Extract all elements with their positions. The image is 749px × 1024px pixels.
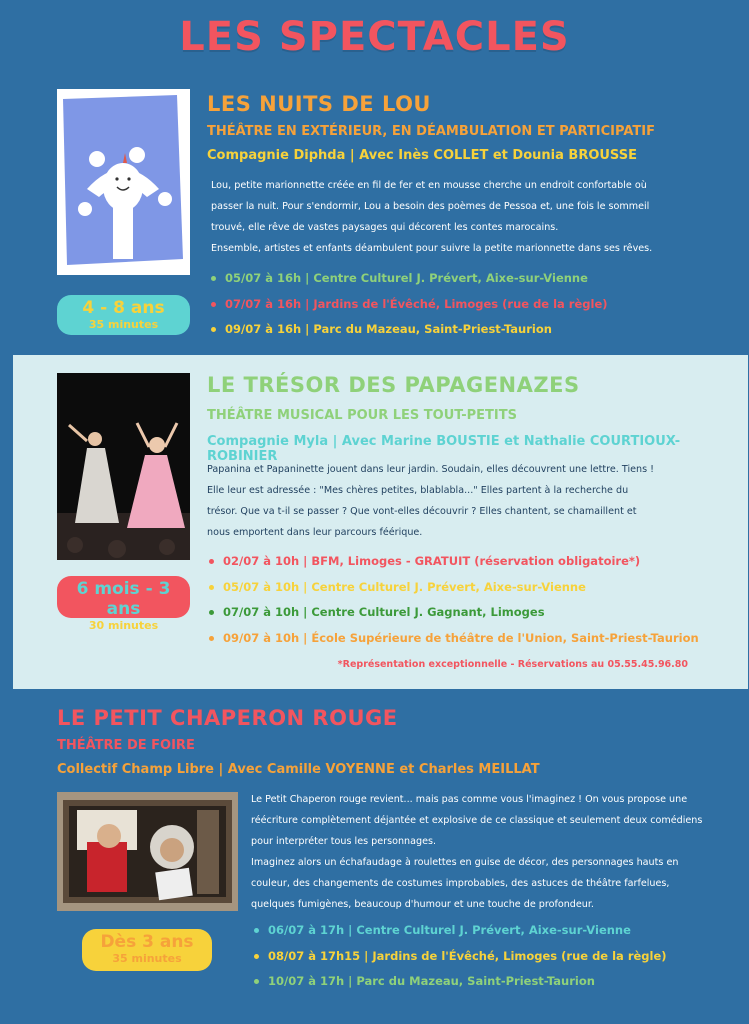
duration: 35 minutes xyxy=(112,952,182,965)
date-item: 08/07 à 17h15 | Jardins de l'Évêché, Limoges (rue de la règle) xyxy=(254,944,667,970)
age-badge xyxy=(82,929,212,971)
date-item: 10/07 à 17h | Parc du Mazeau, Saint-Priest-Taurion xyxy=(254,969,667,995)
show-card-petit-chaperon-rouge xyxy=(0,700,749,1024)
age-range: 4 - 8 ans xyxy=(82,298,165,318)
show-description: Le Petit Chaperon rouge revient... mais pas comme vous l'imaginez ! On vous propose une réécriture complètement déjantée et explosive de ce classique et seulement deux comédiens pour interpréter tous les personnages. Imaginez alors un échafaudage à roulettes en guise de décor, des personnages hauts en couleur, des changements de costumes improbables, des astuces de théâtre farfelues, quelques fumigènes, beaucoup d'humour et une touche de profondeur. xyxy=(251,794,703,910)
show-title: LES NUITS DE LOU xyxy=(207,92,431,116)
date-item: 02/07 à 10h | BFM, Limoges - GRATUIT (réservation obligatoire*) xyxy=(209,549,699,575)
age-range: Dès 3 ans xyxy=(100,932,194,952)
show-title: LE TRÉSOR DES PAPAGENAZES xyxy=(207,373,580,397)
show-image-petit-chaperon-rouge xyxy=(57,792,238,911)
show-company: Compagnie Myla | Avec Marine BOUSTIE et Nathalie COURTIOUX-ROBINIER xyxy=(207,434,681,464)
age-badge xyxy=(57,576,190,632)
show-company: Compagnie Diphda | Avec Inès COLLET et Dounia BROUSSE xyxy=(207,148,637,163)
date-item: 09/07 à 16h | Parc du Mazeau, Saint-Priest-Taurion xyxy=(211,317,608,343)
date-item: 07/07 à 16h | Jardins de l'Évêché, Limoges (rue de la règle) xyxy=(211,292,608,318)
age-badge xyxy=(57,295,190,335)
theater-photo xyxy=(57,792,238,911)
show-card-nuits-de-lou xyxy=(0,80,749,348)
show-description: Papanina et Papaninette jouent dans leur jardin. Soudain, elles découvrent une lettre. Tiens ! Elle leur est adressée : "Mes chères petites, blablabla..." Elles partent à la recherche du trésor. Que va t-il se passer ? Que vont-elles découvrir ? Elles chantent, se chamaillent et nous emportent dans leur parcours féérique. xyxy=(207,464,654,538)
show-dates xyxy=(209,549,699,651)
duration: 30 minutes xyxy=(88,619,159,632)
show-description: Lou, petite marionnette créée en fil de fer et en mousse cherche un endroit confortable où passer la nuit. Pour s'endormir, Lou a besoin des poèmes de Pessoa et, une fois le sommeil trouvé, elle rêve de vastes paysages qui décorent les contes marocains. Ensemble, artistes et enfants déambulent pour suivre la petite marionnette dans ses rêves. xyxy=(211,180,653,254)
date-item: 07/07 à 10h | Centre Culturel J. Gagnant, Limoges xyxy=(209,600,699,626)
puppet-illustration xyxy=(57,89,190,275)
show-dates xyxy=(211,266,608,343)
show-dates xyxy=(254,918,667,995)
show-card-tresor-papagenazes xyxy=(13,355,748,689)
show-image-nuits-de-lou xyxy=(57,89,190,275)
duration: 35 minutes xyxy=(88,318,159,331)
show-genre: THÉÂTRE DE FOIRE xyxy=(57,738,195,753)
date-item: 05/07 à 10h | Centre Culturel J. Prévert, Aixe-sur-Vienne xyxy=(209,575,699,601)
page-title: LES SPECTACLES xyxy=(179,14,570,60)
date-item: 09/07 à 10h | École Supérieure de théâtre de l'Union, Saint-Priest-Taurion xyxy=(209,626,699,652)
show-title: LE PETIT CHAPERON ROUGE xyxy=(57,706,398,730)
date-item: 06/07 à 17h | Centre Culturel J. Prévert, Aixe-sur-Vienne xyxy=(254,918,667,944)
show-genre: THÉÂTRE MUSICAL POUR LES TOUT-PETITS xyxy=(207,408,517,423)
reservation-note: *Représentation exceptionnelle - Réservations au 05.55.45.96.80 xyxy=(337,659,688,670)
age-range: 6 mois - 3 ans xyxy=(76,579,171,619)
date-item: 05/07 à 16h | Centre Culturel J. Prévert, Aixe-sur-Vienne xyxy=(211,266,608,292)
show-image-tresor-papagenazes xyxy=(57,373,190,560)
show-company: Collectif Champ Libre | Avec Camille VOYENNE et Charles MEILLAT xyxy=(57,762,540,777)
stage-photo xyxy=(57,373,190,560)
show-genre: THÉÂTRE EN EXTÉRIEUR, EN DÉAMBULATION ET PARTICIPATIF xyxy=(207,124,655,139)
